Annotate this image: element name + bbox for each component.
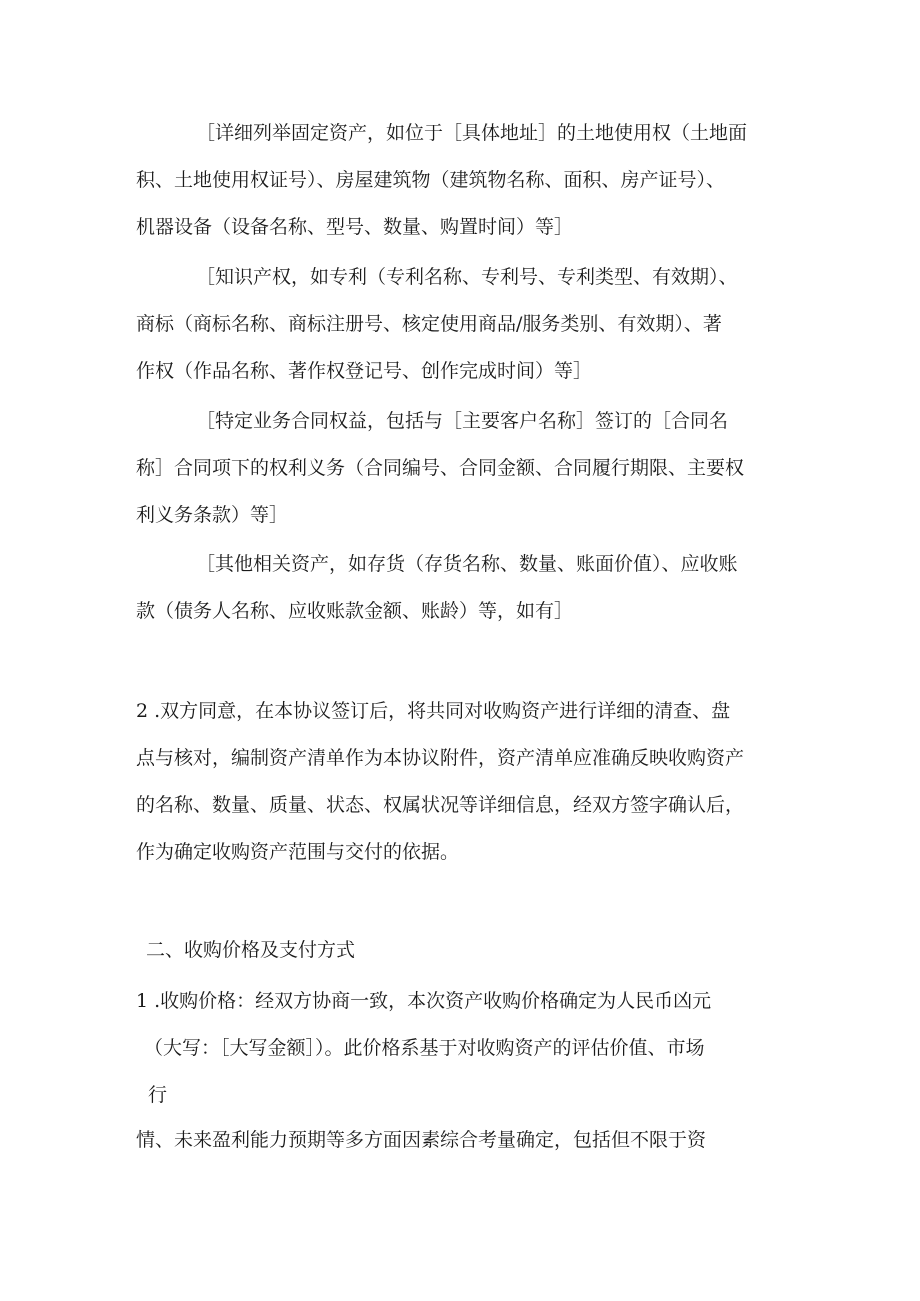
- text-line: ［其他相关资产，如存货（存货名称、数量、账面价值）、应收账: [196, 553, 738, 575]
- text-line: 机器设备（设备名称、型号、数量、购置时间）等］: [136, 216, 574, 238]
- text-line: 利义务条款）等］: [136, 504, 289, 526]
- paragraph-fixed-assets: [136, 110, 747, 251]
- text-line: 称］合同项下的权利义务（合同编号、合同金额、合同履行期限、主要权: [136, 457, 745, 479]
- text-line: 情、未来盈利能力预期等多方面因素综合考量确定，包括但不限于资: [136, 1129, 707, 1151]
- text-line: 点与核对，编制资产清单作为本协议附件，资产清单应准确反映收购资产: [136, 747, 745, 769]
- text-line: 1 .收购价格：经双方协商一致，本次资产收购价格确定为人民币凶元: [136, 990, 712, 1012]
- clause-2-asset-inventory: [136, 688, 744, 876]
- paragraph-contracts: [136, 398, 744, 539]
- paragraph-other-assets: [136, 541, 738, 635]
- text-line: 款（债务人名称、应收账款金额、账龄）等，如有］: [136, 600, 574, 622]
- text-line: （大写：［大写金额］）。此价格系基于对收购资产的评估价值、市场: [144, 1037, 705, 1059]
- text-line: 积、土地使用权证号）、房屋建筑物（建筑物名称、面积、房产证号）、: [136, 169, 726, 191]
- text-line: 行: [148, 1084, 168, 1106]
- text-line: 2 .双方同意，在本协议签订后，将共同对收购资产进行详细的清查、盘: [136, 700, 731, 722]
- text-line: 作权（作品名称、著作权登记号、创作完成时间）等］: [136, 360, 593, 382]
- text-line: 作为确定收购资产范围与交付的依据。: [136, 841, 460, 863]
- text-line: 的名称、数量、质量、状态、权属状况等详细信息，经双方签字确认后，: [136, 794, 745, 816]
- section-2-heading: [146, 927, 355, 974]
- heading-text: 二、收购价格及支付方式: [146, 939, 356, 961]
- text-line: ［特定业务合同权益，包括与［主要客户名称］签订的［合同名: [196, 410, 729, 432]
- text-line: ［详细列举固定资产，如位于［具体地址］的土地使用权（土地面: [196, 122, 748, 144]
- clause-1-purchase-price: [136, 978, 711, 1119]
- paragraph-intellectual-property: [136, 254, 738, 395]
- text-line: 商标（商标名称、商标注册号、核定使用商品/服务类别、有效期）、著: [136, 313, 722, 335]
- text-line: ［知识产权，如专利（专利名称、专利号、专利类型、有效期）、: [196, 266, 738, 288]
- clause-1-continued: [136, 1117, 706, 1164]
